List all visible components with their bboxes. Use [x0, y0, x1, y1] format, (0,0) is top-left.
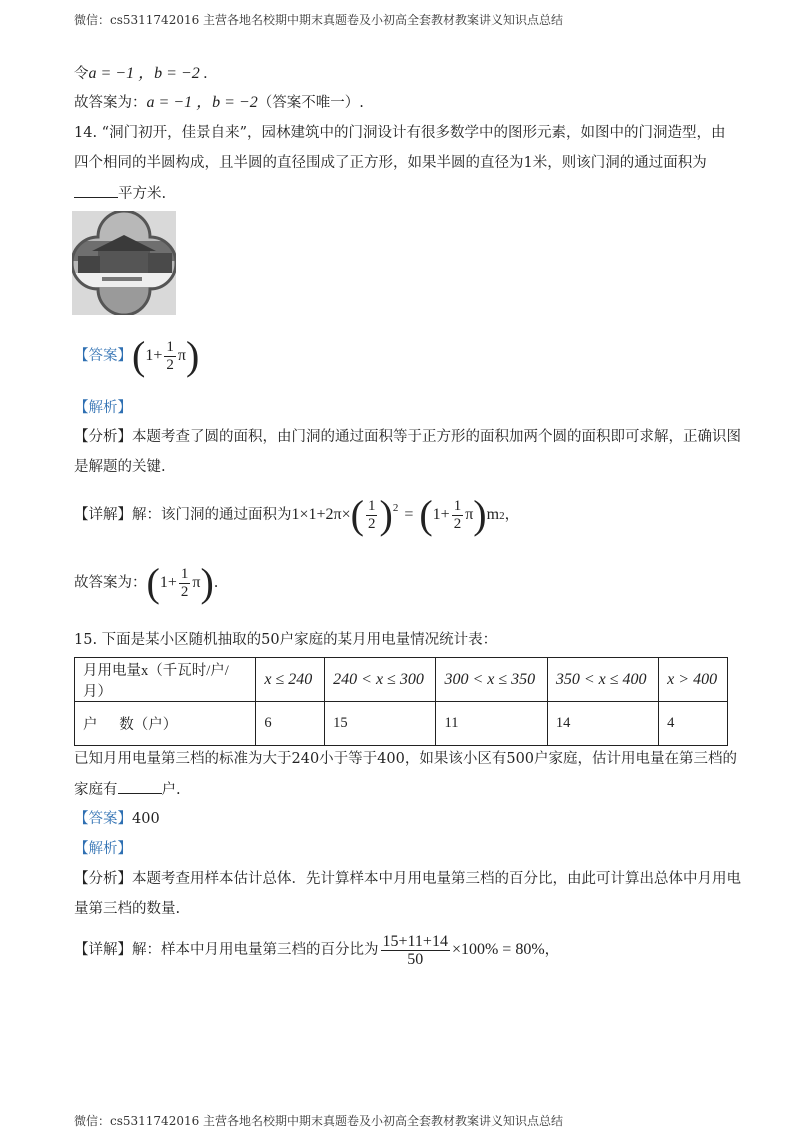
q14-answer-frac-num: 1 [166, 338, 174, 355]
q13-line1 [74, 64, 208, 84]
q15-fenxi-label: 【分析】 [74, 871, 132, 887]
q15-text-line2-prefix: 家庭有 [74, 782, 118, 798]
q14-xiangjie-comma: ， [504, 507, 520, 523]
q15-text-line1: 已知月用电量第三档的标准为大于240小于等于400，如果该小区有500户家庭，估计用电量在第三档的 [74, 751, 738, 767]
q14-xiangjie-pi: π [465, 506, 474, 523]
q13-line1-prefix: 令 [74, 66, 89, 82]
q15-stem: 15. 下面是某小区随机抽取的50户家庭的某月用电量情况统计表： [74, 632, 498, 648]
q14-final-prefix: 故答案为： [74, 575, 147, 591]
q15-text-line2-suffix: 户. [161, 782, 181, 798]
q14-xiangjie-frac2-den: 2 [453, 515, 462, 532]
q14-xiangjie-math: 1×1+2π× ( $\frac{1}{2}$ ) $^2$ = ( 1+ $\frac{1}{2}$ π ) m 2 ， [291, 492, 520, 537]
q14-answer-pi: π [177, 347, 186, 364]
table-row1-label-text: 月用电量x（千瓦时/户/月） [83, 662, 229, 700]
quatrefoil-doorway-photo-icon [72, 211, 176, 315]
q14-xiangjie-math-left: 1×1+2π× [291, 506, 351, 523]
q14-fenxi-text: 本题考查了圆的面积，由门洞的通过面积等于正方形的面积加两个圆的面积即可求解，正确识图 [132, 429, 741, 445]
table-header-cell: x ≤ 240 [256, 658, 325, 702]
table-cell: 6 [256, 702, 325, 746]
q15-fenxi-line1 [74, 869, 741, 889]
q15-answer-value: 400 [132, 811, 160, 827]
q14-fenxi-line2: 是解题的关键. [74, 459, 166, 475]
q15-xiangjie-text: 解：样本中月用电量第三档的百分比为 [132, 942, 379, 958]
table-cell: 4 [659, 702, 728, 746]
q14-final-one-plus: 1+ [159, 574, 177, 591]
q14-xiangjie-one-plus: 1+ [432, 506, 450, 523]
q14-fenxi-line1 [74, 427, 741, 447]
table-header-cell: x > 400 [659, 658, 728, 702]
q14-final [74, 560, 219, 605]
q14-answer-blank [74, 183, 118, 198]
q14-xiangjie-text: 解：该门洞的通过面积为 [132, 507, 292, 523]
q14-answer-math: ( 1+ $\frac{1}{2}$ π ) [132, 333, 200, 378]
q14-xiangjie-label: 【详解】 [74, 507, 132, 523]
q15-frac-den: 50 [381, 950, 450, 968]
q15-statistics-table [74, 657, 728, 746]
q13-line2-prefix: 故答案为： [74, 95, 147, 111]
q14-xiangjie [74, 490, 519, 540]
q14-final-pi: π [192, 574, 201, 591]
table-cell: 15 [325, 702, 436, 746]
q14-final-math: ( 1+ $\frac{1}{2}$ π ) [146, 560, 214, 605]
q13-line2-suffix: （答案不唯一）. [257, 95, 364, 111]
q14-stem-line3 [74, 183, 166, 204]
q14-xiangjie-frac2-num: 1 [453, 497, 462, 514]
q15-jiexi-label: 【解析】 [74, 841, 132, 857]
table-cell: 14 [547, 702, 658, 746]
q14-final-frac-den: 2 [180, 583, 189, 600]
q14-answer-frac-den: 2 [166, 356, 174, 373]
q14-answer-label: 【答案】 [74, 348, 132, 364]
q14-xiangjie-unit-sup: 2 [499, 509, 505, 522]
q13-line2-math: a = −1 ，b = −2 [146, 94, 258, 111]
table-cell: 11 [436, 702, 547, 746]
q14-answer [74, 333, 200, 378]
table-row [75, 658, 728, 702]
table-header-cell: 240 < x ≤ 300 [325, 658, 436, 702]
q15-xiangjie-label: 【详解】 [74, 942, 132, 958]
q15-answer-label: 【答案】 [74, 811, 132, 827]
q15-frac-tail: ×100% = 80% [451, 941, 545, 958]
q14-final-frac-num: 1 [180, 565, 189, 582]
q15-xiangjie [74, 928, 559, 972]
q13-line2 [74, 93, 364, 113]
table-row-label: 户 数（户） [75, 702, 256, 746]
q14-xiangjie-equals: = [404, 506, 414, 523]
q14-xiangjie-square: 2 [392, 501, 399, 514]
q14-answer-one-plus: 1+ [145, 347, 163, 364]
q14-stem-line2: 四个相同的半圆构成，且半圆的直径围成了正方形，如果半圆的直径为1米，则该门洞的通过面积为 [74, 155, 707, 171]
page-header: 微信：cs5311742016 主营各地名校期中期末真题卷及小初高全套教材教案讲义知识点总结 [74, 13, 564, 27]
table-header-cell: 300 < x ≤ 350 [436, 658, 547, 702]
q15-answer-blank [118, 779, 162, 794]
page-footer: 微信：cs5311742016 主营各地名校期中期末真题卷及小初高全套教材教案讲义知识点总结 [74, 1114, 564, 1128]
q15-fenxi-line2: 量第三档的数量. [74, 901, 181, 917]
q14-xiangjie-frac-den: 2 [367, 515, 376, 532]
q15-text-line2 [74, 779, 181, 800]
q13-line1-math: a = −1 ，b = −2 . [88, 65, 208, 82]
q15-xiangjie-comma: ， [544, 942, 560, 958]
q14-stem-line1: 14. “洞门初开，佳景自来”，园林建筑中的门洞设计有很多数学中的图形元素，如图中的门洞造型，由 [74, 125, 726, 141]
q15-xiangjie-math [379, 933, 560, 968]
q14-xiangjie-frac-num: 1 [367, 497, 376, 514]
q14-xiangjie-unit: m [486, 506, 500, 523]
q14-stem-line3-suffix: 平方米. [118, 186, 167, 202]
q15-fenxi-text: 本题考查用样本估计总体．先计算样本中月用电量第三档的百分比，由此可计算出总体中月用电 [132, 871, 741, 887]
table-row [75, 702, 728, 746]
table-header-cell: 350 < x ≤ 400 [547, 658, 658, 702]
q15-frac-num: 15+11+14 [382, 932, 448, 950]
table-row-label [75, 658, 256, 702]
q15-answer [74, 809, 160, 829]
q14-fenxi-label: 【分析】 [74, 429, 132, 445]
q14-final-suffix: . [213, 575, 219, 591]
q14-jiexi-label: 【解析】 [74, 400, 132, 416]
